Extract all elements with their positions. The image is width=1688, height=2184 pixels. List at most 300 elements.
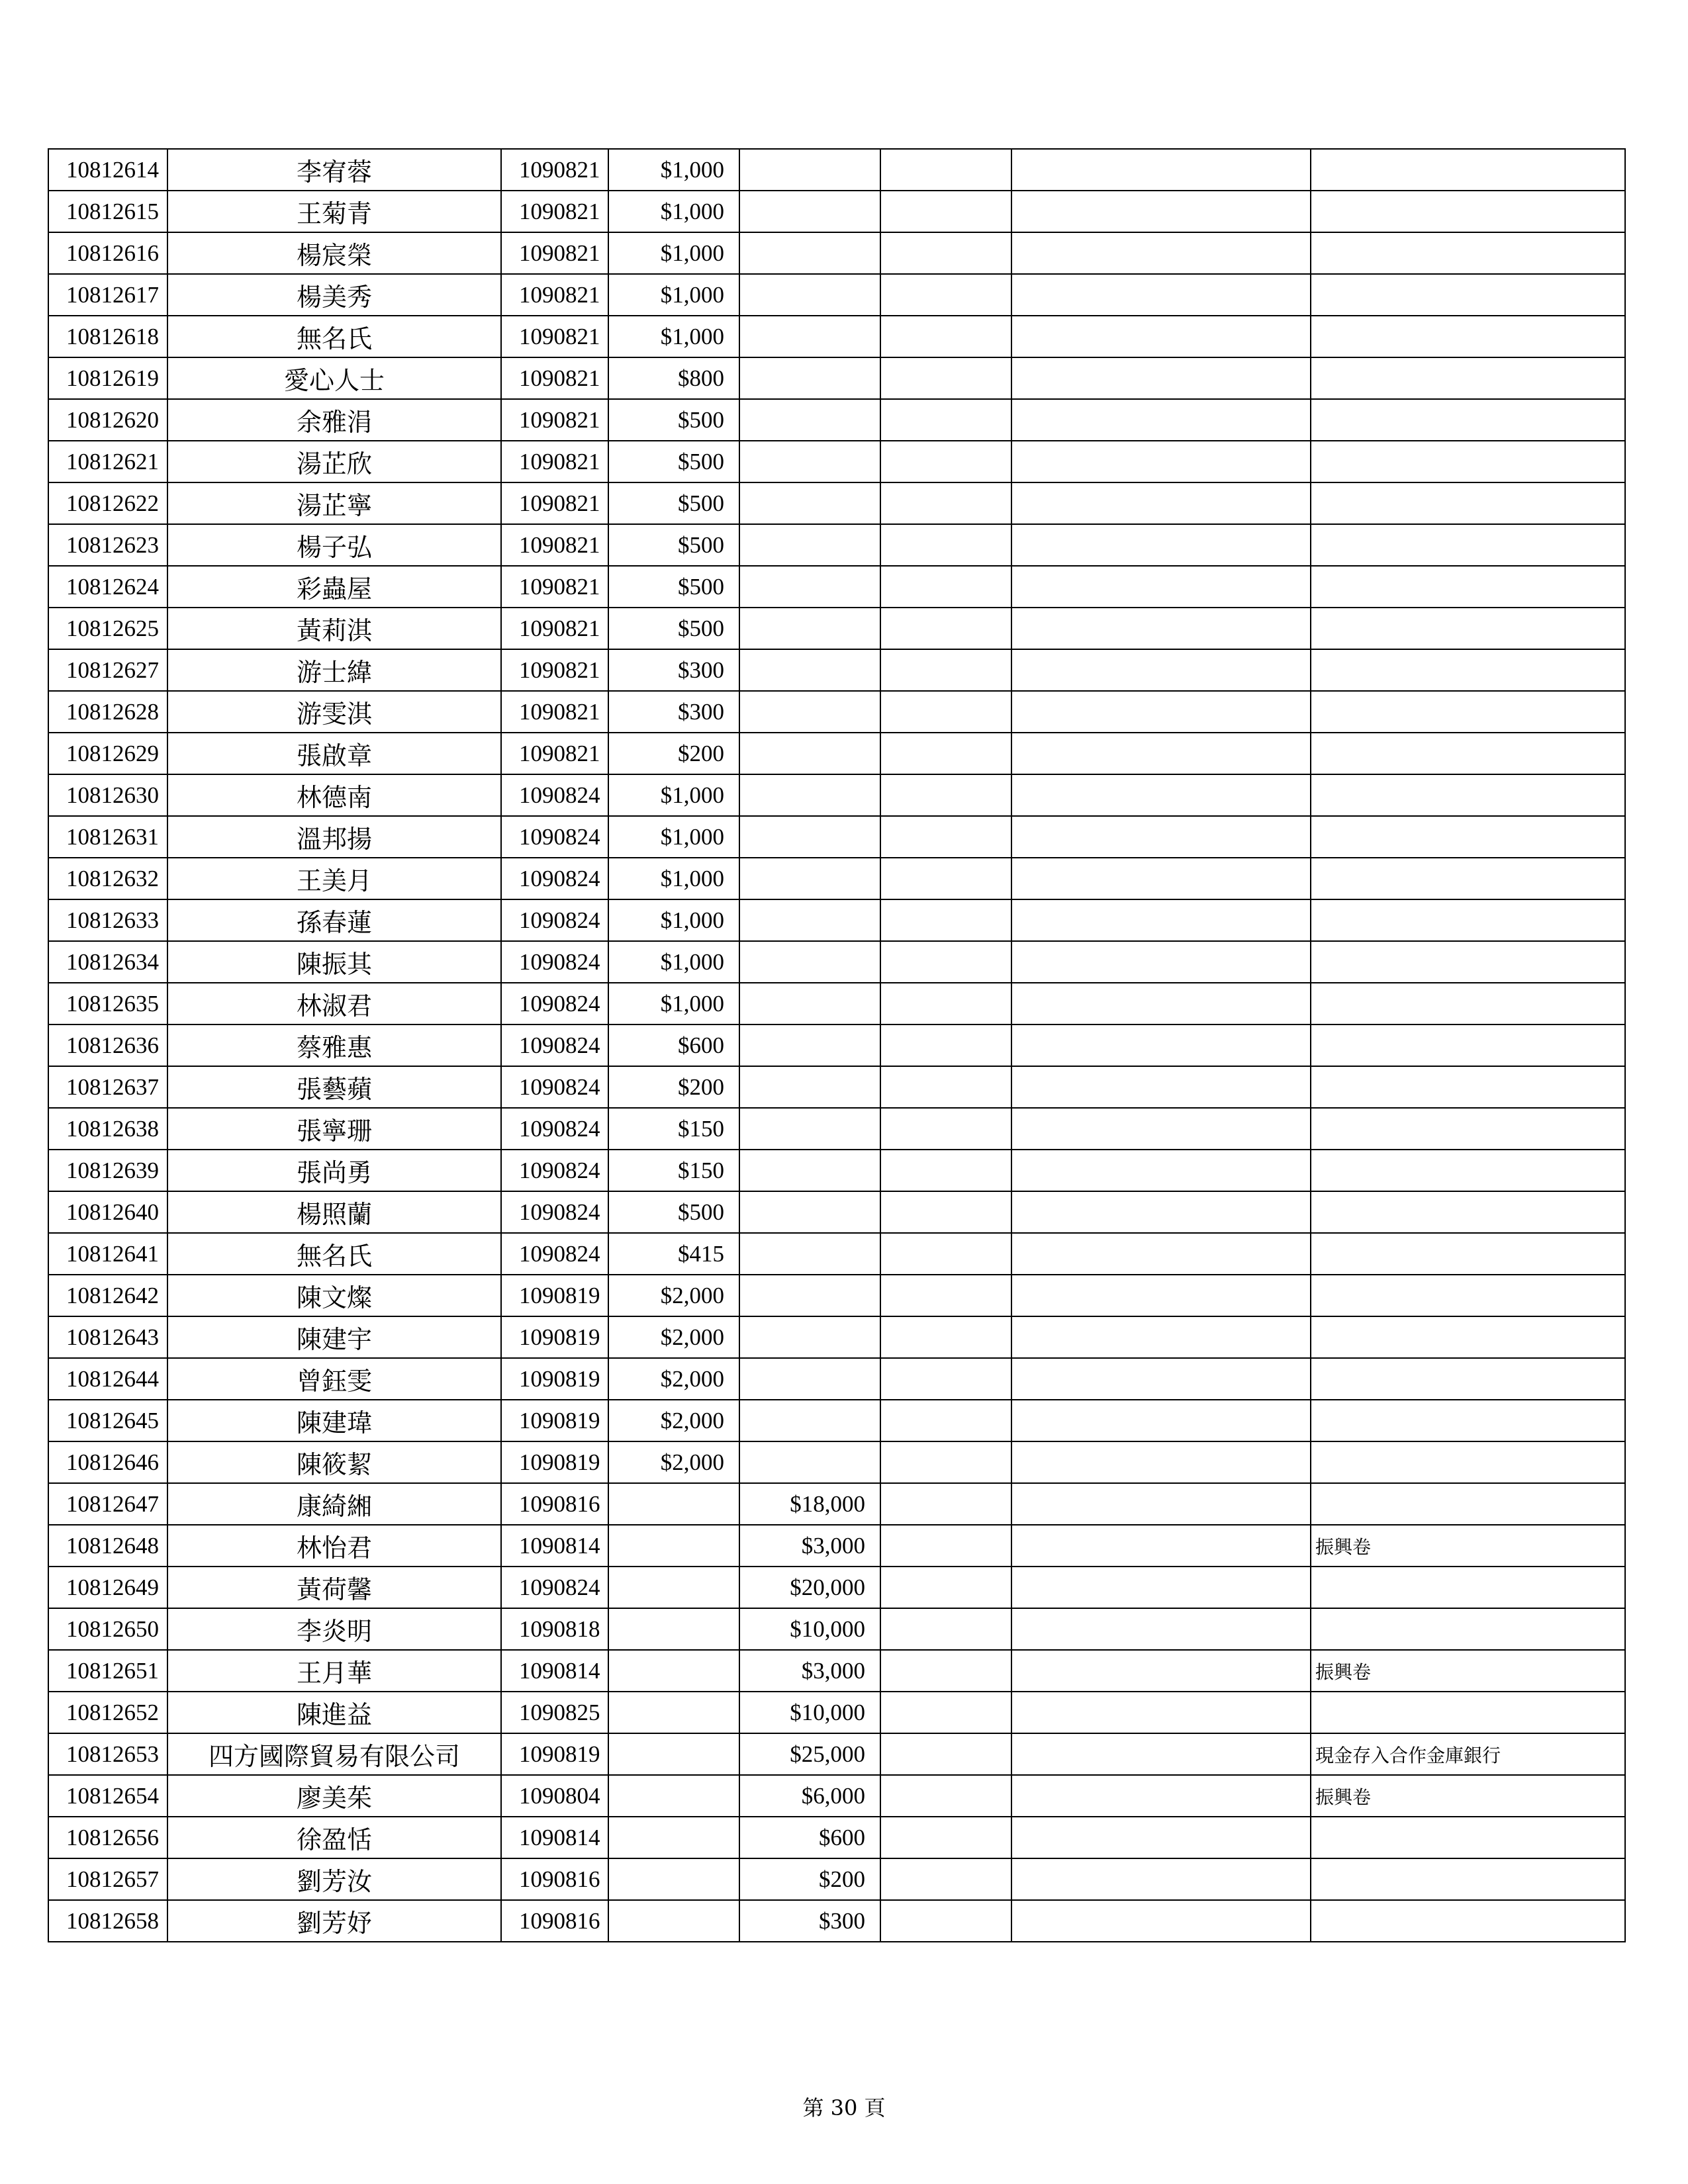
empty-cell <box>880 774 1011 816</box>
donation-ledger-table <box>48 148 1626 1942</box>
date-cell: 1090819 <box>501 1316 608 1358</box>
empty-cell <box>880 1275 1011 1316</box>
amount-cell: $300 <box>608 649 739 691</box>
date-cell: 1090821 <box>501 566 608 608</box>
date-cell: 1090821 <box>501 691 608 733</box>
donor-name-cell: 無名氏 <box>167 1233 501 1275</box>
empty-cell <box>1011 441 1311 482</box>
receipt-number-cell: 10812618 <box>48 316 167 357</box>
table-row <box>48 149 1625 191</box>
date-cell: 1090821 <box>501 399 608 441</box>
empty-cell <box>880 1233 1011 1275</box>
empty-cell <box>880 1483 1011 1525</box>
empty-cell <box>1011 1400 1311 1441</box>
page-number: 第 30 頁 <box>802 2095 886 2120</box>
empty-cell <box>880 1358 1011 1400</box>
in-kind-amount-cell <box>739 733 880 774</box>
empty-cell <box>880 1525 1011 1567</box>
note-cell <box>1311 733 1625 774</box>
table-row <box>48 1066 1625 1108</box>
amount-cell: $500 <box>608 566 739 608</box>
donor-name-cell: 劉芳妤 <box>167 1900 501 1942</box>
date-cell: 1090824 <box>501 1191 608 1233</box>
note-cell <box>1311 899 1625 941</box>
donor-name-cell: 張尚勇 <box>167 1150 501 1191</box>
empty-cell <box>1011 608 1311 649</box>
date-cell: 1090818 <box>501 1608 608 1650</box>
amount-cell: $150 <box>608 1150 739 1191</box>
empty-cell <box>880 733 1011 774</box>
empty-cell <box>880 1817 1011 1858</box>
table-row <box>48 1108 1625 1150</box>
receipt-number-cell: 10812616 <box>48 232 167 274</box>
receipt-number-cell: 10812643 <box>48 1316 167 1358</box>
table-row <box>48 1441 1625 1483</box>
amount-cell: $2,000 <box>608 1358 739 1400</box>
note-cell <box>1311 1066 1625 1108</box>
receipt-number-cell: 10812624 <box>48 566 167 608</box>
table-row <box>48 941 1625 983</box>
empty-cell <box>1011 899 1311 941</box>
note-cell <box>1311 1900 1625 1942</box>
receipt-number-cell: 10812614 <box>48 149 167 191</box>
empty-cell <box>880 608 1011 649</box>
table-row <box>48 482 1625 524</box>
receipt-number-cell: 10812633 <box>48 899 167 941</box>
donor-name-cell: 李炎明 <box>167 1608 501 1650</box>
donor-name-cell: 余雅涓 <box>167 399 501 441</box>
note-cell <box>1311 149 1625 191</box>
in-kind-amount-cell <box>739 1316 880 1358</box>
empty-cell <box>880 1567 1011 1608</box>
date-cell: 1090824 <box>501 858 608 899</box>
donor-name-cell: 張啟章 <box>167 733 501 774</box>
in-kind-amount-cell: $3,000 <box>739 1650 880 1692</box>
empty-cell <box>1011 1066 1311 1108</box>
in-kind-amount-cell <box>739 1066 880 1108</box>
date-cell: 1090824 <box>501 899 608 941</box>
amount-cell: $2,000 <box>608 1441 739 1483</box>
empty-cell <box>880 441 1011 482</box>
donor-name-cell: 林怡君 <box>167 1525 501 1567</box>
receipt-number-cell: 10812640 <box>48 1191 167 1233</box>
note-cell <box>1311 399 1625 441</box>
note-cell <box>1311 482 1625 524</box>
empty-cell <box>1011 524 1311 566</box>
date-cell: 1090824 <box>501 1567 608 1608</box>
empty-cell <box>1011 1733 1311 1775</box>
amount-cell: $1,000 <box>608 274 739 316</box>
table-row <box>48 1900 1625 1942</box>
date-cell: 1090814 <box>501 1650 608 1692</box>
donor-name-cell: 張藝蘋 <box>167 1066 501 1108</box>
in-kind-amount-cell <box>739 1150 880 1191</box>
empty-cell <box>880 1066 1011 1108</box>
table-row <box>48 566 1625 608</box>
amount-cell: $1,000 <box>608 899 739 941</box>
in-kind-amount-cell <box>739 1191 880 1233</box>
empty-cell <box>1011 649 1311 691</box>
date-cell: 1090814 <box>501 1817 608 1858</box>
table-row <box>48 399 1625 441</box>
receipt-number-cell: 10812651 <box>48 1650 167 1692</box>
empty-cell <box>880 482 1011 524</box>
donor-name-cell: 黃荷馨 <box>167 1567 501 1608</box>
amount-cell <box>608 1483 739 1525</box>
table-row <box>48 774 1625 816</box>
table-row <box>48 191 1625 232</box>
note-cell <box>1311 774 1625 816</box>
date-cell: 1090819 <box>501 1358 608 1400</box>
note-cell <box>1311 1858 1625 1900</box>
date-cell: 1090821 <box>501 649 608 691</box>
donor-name-cell: 王菊青 <box>167 191 501 232</box>
empty-cell <box>1011 1358 1311 1400</box>
note-cell <box>1311 816 1625 858</box>
empty-cell <box>1011 316 1311 357</box>
empty-cell <box>1011 149 1311 191</box>
donor-name-cell: 愛心人士 <box>167 357 501 399</box>
empty-cell <box>1011 1608 1311 1650</box>
receipt-number-cell: 10812652 <box>48 1692 167 1733</box>
amount-cell <box>608 1567 739 1608</box>
table-row <box>48 649 1625 691</box>
date-cell: 1090816 <box>501 1900 608 1942</box>
table-row <box>48 232 1625 274</box>
date-cell: 1090824 <box>501 1108 608 1150</box>
amount-cell: $500 <box>608 608 739 649</box>
empty-cell <box>880 1692 1011 1733</box>
amount-cell: $1,000 <box>608 232 739 274</box>
table-row <box>48 1567 1625 1608</box>
empty-cell <box>1011 1024 1311 1066</box>
date-cell: 1090814 <box>501 1525 608 1567</box>
table-row <box>48 1483 1625 1525</box>
donor-name-cell: 楊宸榮 <box>167 232 501 274</box>
table-row <box>48 1775 1625 1817</box>
empty-cell <box>880 1900 1011 1942</box>
table-row <box>48 1692 1625 1733</box>
empty-cell <box>1011 399 1311 441</box>
date-cell: 1090821 <box>501 232 608 274</box>
table-row <box>48 608 1625 649</box>
date-cell: 1090821 <box>501 608 608 649</box>
date-cell: 1090819 <box>501 1441 608 1483</box>
receipt-number-cell: 10812631 <box>48 816 167 858</box>
date-cell: 1090816 <box>501 1483 608 1525</box>
donor-name-cell: 徐盈恬 <box>167 1817 501 1858</box>
empty-cell <box>880 899 1011 941</box>
in-kind-amount-cell <box>739 316 880 357</box>
amount-cell: $1,000 <box>608 983 739 1024</box>
table-row <box>48 1733 1625 1775</box>
in-kind-amount-cell <box>739 357 880 399</box>
receipt-number-cell: 10812657 <box>48 1858 167 1900</box>
date-cell: 1090821 <box>501 274 608 316</box>
note-cell: 振興卷 <box>1311 1650 1625 1692</box>
in-kind-amount-cell <box>739 524 880 566</box>
in-kind-amount-cell: $300 <box>739 1900 880 1942</box>
ledger-body <box>48 149 1625 1942</box>
empty-cell <box>1011 691 1311 733</box>
note-cell <box>1311 1024 1625 1066</box>
date-cell: 1090821 <box>501 482 608 524</box>
empty-cell <box>1011 941 1311 983</box>
note-cell <box>1311 1817 1625 1858</box>
table-row <box>48 1858 1625 1900</box>
table-row <box>48 1525 1625 1567</box>
donor-name-cell: 李宥蓉 <box>167 149 501 191</box>
empty-cell <box>1011 1316 1311 1358</box>
donor-name-cell: 陳振其 <box>167 941 501 983</box>
amount-cell: $1,000 <box>608 191 739 232</box>
receipt-number-cell: 10812622 <box>48 482 167 524</box>
empty-cell <box>1011 1900 1311 1942</box>
donor-name-cell: 陳建宇 <box>167 1316 501 1358</box>
amount-cell <box>608 1817 739 1858</box>
amount-cell: $1,000 <box>608 941 739 983</box>
empty-cell <box>1011 1275 1311 1316</box>
note-cell <box>1311 1316 1625 1358</box>
receipt-number-cell: 10812648 <box>48 1525 167 1567</box>
empty-cell <box>880 399 1011 441</box>
amount-cell <box>608 1733 739 1775</box>
in-kind-amount-cell <box>739 1108 880 1150</box>
note-cell <box>1311 1441 1625 1483</box>
note-cell <box>1311 316 1625 357</box>
in-kind-amount-cell: $25,000 <box>739 1733 880 1775</box>
empty-cell <box>880 1150 1011 1191</box>
empty-cell <box>1011 232 1311 274</box>
table-row <box>48 858 1625 899</box>
in-kind-amount-cell <box>739 1400 880 1441</box>
amount-cell <box>608 1775 739 1817</box>
receipt-number-cell: 10812641 <box>48 1233 167 1275</box>
date-cell: 1090821 <box>501 733 608 774</box>
in-kind-amount-cell <box>739 566 880 608</box>
donor-name-cell: 康綺緗 <box>167 1483 501 1525</box>
empty-cell <box>1011 1775 1311 1817</box>
receipt-number-cell: 10812636 <box>48 1024 167 1066</box>
receipt-number-cell: 10812642 <box>48 1275 167 1316</box>
empty-cell <box>1011 1441 1311 1483</box>
in-kind-amount-cell <box>739 1024 880 1066</box>
in-kind-amount-cell: $3,000 <box>739 1525 880 1567</box>
receipt-number-cell: 10812621 <box>48 441 167 482</box>
receipt-number-cell: 10812623 <box>48 524 167 566</box>
in-kind-amount-cell: $600 <box>739 1817 880 1858</box>
empty-cell <box>880 816 1011 858</box>
in-kind-amount-cell <box>739 816 880 858</box>
in-kind-amount-cell <box>739 858 880 899</box>
table-row <box>48 983 1625 1024</box>
date-cell: 1090816 <box>501 1858 608 1900</box>
donor-name-cell: 王月華 <box>167 1650 501 1692</box>
donor-name-cell: 楊美秀 <box>167 274 501 316</box>
in-kind-amount-cell <box>739 608 880 649</box>
note-cell <box>1311 858 1625 899</box>
amount-cell <box>608 1650 739 1692</box>
note-cell <box>1311 1608 1625 1650</box>
in-kind-amount-cell <box>739 1358 880 1400</box>
in-kind-amount-cell <box>739 1441 880 1483</box>
in-kind-amount-cell: $18,000 <box>739 1483 880 1525</box>
donor-name-cell: 陳文燦 <box>167 1275 501 1316</box>
amount-cell <box>608 1858 739 1900</box>
in-kind-amount-cell: $6,000 <box>739 1775 880 1817</box>
date-cell: 1090824 <box>501 1150 608 1191</box>
receipt-number-cell: 10812620 <box>48 399 167 441</box>
amount-cell: $2,000 <box>608 1316 739 1358</box>
note-cell <box>1311 524 1625 566</box>
receipt-number-cell: 10812656 <box>48 1817 167 1858</box>
empty-cell <box>880 858 1011 899</box>
empty-cell <box>880 649 1011 691</box>
donor-name-cell: 游士緯 <box>167 649 501 691</box>
note-cell <box>1311 649 1625 691</box>
note-cell: 現金存入合作金庫銀行 <box>1311 1733 1625 1775</box>
donor-name-cell: 湯芷寧 <box>167 482 501 524</box>
receipt-number-cell: 10812645 <box>48 1400 167 1441</box>
note-cell <box>1311 1108 1625 1150</box>
receipt-number-cell: 10812639 <box>48 1150 167 1191</box>
empty-cell <box>1011 1692 1311 1733</box>
in-kind-amount-cell: $10,000 <box>739 1608 880 1650</box>
in-kind-amount-cell <box>739 983 880 1024</box>
amount-cell <box>608 1525 739 1567</box>
table-row <box>48 1150 1625 1191</box>
receipt-number-cell: 10812627 <box>48 649 167 691</box>
receipt-number-cell: 10812653 <box>48 1733 167 1775</box>
empty-cell <box>1011 1150 1311 1191</box>
date-cell: 1090824 <box>501 983 608 1024</box>
empty-cell <box>880 232 1011 274</box>
date-cell: 1090824 <box>501 941 608 983</box>
empty-cell <box>880 1191 1011 1233</box>
amount-cell <box>608 1692 739 1733</box>
donor-name-cell: 陳進益 <box>167 1692 501 1733</box>
date-cell: 1090821 <box>501 149 608 191</box>
empty-cell <box>880 1108 1011 1150</box>
receipt-number-cell: 10812628 <box>48 691 167 733</box>
empty-cell <box>880 274 1011 316</box>
table-row <box>48 1817 1625 1858</box>
empty-cell <box>1011 816 1311 858</box>
receipt-number-cell: 10812637 <box>48 1066 167 1108</box>
donor-name-cell: 黃莉淇 <box>167 608 501 649</box>
note-cell <box>1311 1567 1625 1608</box>
donor-name-cell: 蔡雅惠 <box>167 1024 501 1066</box>
receipt-number-cell: 10812638 <box>48 1108 167 1150</box>
date-cell: 1090824 <box>501 1233 608 1275</box>
amount-cell: $500 <box>608 1191 739 1233</box>
empty-cell <box>1011 1483 1311 1525</box>
date-cell: 1090825 <box>501 1692 608 1733</box>
note-cell <box>1311 1358 1625 1400</box>
receipt-number-cell: 10812658 <box>48 1900 167 1942</box>
donor-name-cell: 游雯淇 <box>167 691 501 733</box>
empty-cell <box>1011 1525 1311 1567</box>
in-kind-amount-cell <box>739 191 880 232</box>
amount-cell: $1,000 <box>608 774 739 816</box>
note-cell <box>1311 691 1625 733</box>
table-row <box>48 1191 1625 1233</box>
note-cell <box>1311 1400 1625 1441</box>
note-cell <box>1311 357 1625 399</box>
empty-cell <box>880 1441 1011 1483</box>
date-cell: 1090804 <box>501 1775 608 1817</box>
in-kind-amount-cell <box>739 774 880 816</box>
empty-cell <box>1011 733 1311 774</box>
empty-cell <box>1011 191 1311 232</box>
receipt-number-cell: 10812617 <box>48 274 167 316</box>
empty-cell <box>880 1858 1011 1900</box>
date-cell: 1090824 <box>501 774 608 816</box>
donor-name-cell: 林淑君 <box>167 983 501 1024</box>
table-row <box>48 733 1625 774</box>
in-kind-amount-cell <box>739 691 880 733</box>
note-cell <box>1311 983 1625 1024</box>
empty-cell <box>880 983 1011 1024</box>
amount-cell: $150 <box>608 1108 739 1150</box>
receipt-number-cell: 10812644 <box>48 1358 167 1400</box>
in-kind-amount-cell <box>739 232 880 274</box>
empty-cell <box>1011 1817 1311 1858</box>
donor-name-cell: 張寧珊 <box>167 1108 501 1150</box>
receipt-number-cell: 10812625 <box>48 608 167 649</box>
table-row <box>48 1233 1625 1275</box>
note-cell: 振興卷 <box>1311 1525 1625 1567</box>
receipt-number-cell: 10812634 <box>48 941 167 983</box>
amount-cell: $1,000 <box>608 149 739 191</box>
table-row <box>48 1316 1625 1358</box>
in-kind-amount-cell: $200 <box>739 1858 880 1900</box>
amount-cell <box>608 1608 739 1650</box>
empty-cell <box>880 1733 1011 1775</box>
donor-name-cell: 劉芳汝 <box>167 1858 501 1900</box>
receipt-number-cell: 10812629 <box>48 733 167 774</box>
donor-name-cell: 廖美茱 <box>167 1775 501 1817</box>
empty-cell <box>1011 357 1311 399</box>
receipt-number-cell: 10812646 <box>48 1441 167 1483</box>
donor-name-cell: 陳筱絜 <box>167 1441 501 1483</box>
empty-cell <box>1011 274 1311 316</box>
empty-cell <box>1011 1650 1311 1692</box>
date-cell: 1090819 <box>501 1400 608 1441</box>
table-row <box>48 899 1625 941</box>
in-kind-amount-cell <box>739 1233 880 1275</box>
empty-cell <box>880 1024 1011 1066</box>
donor-name-cell: 林德南 <box>167 774 501 816</box>
empty-cell <box>880 566 1011 608</box>
in-kind-amount-cell <box>739 899 880 941</box>
empty-cell <box>880 1650 1011 1692</box>
empty-cell <box>880 941 1011 983</box>
empty-cell <box>880 191 1011 232</box>
note-cell <box>1311 1692 1625 1733</box>
empty-cell <box>880 691 1011 733</box>
in-kind-amount-cell <box>739 149 880 191</box>
receipt-number-cell: 10812650 <box>48 1608 167 1650</box>
note-cell <box>1311 232 1625 274</box>
note-cell <box>1311 1483 1625 1525</box>
donor-name-cell: 彩蟲屋 <box>167 566 501 608</box>
amount-cell: $200 <box>608 733 739 774</box>
note-cell <box>1311 441 1625 482</box>
donor-name-cell: 無名氏 <box>167 316 501 357</box>
note-cell <box>1311 1191 1625 1233</box>
note-cell <box>1311 274 1625 316</box>
